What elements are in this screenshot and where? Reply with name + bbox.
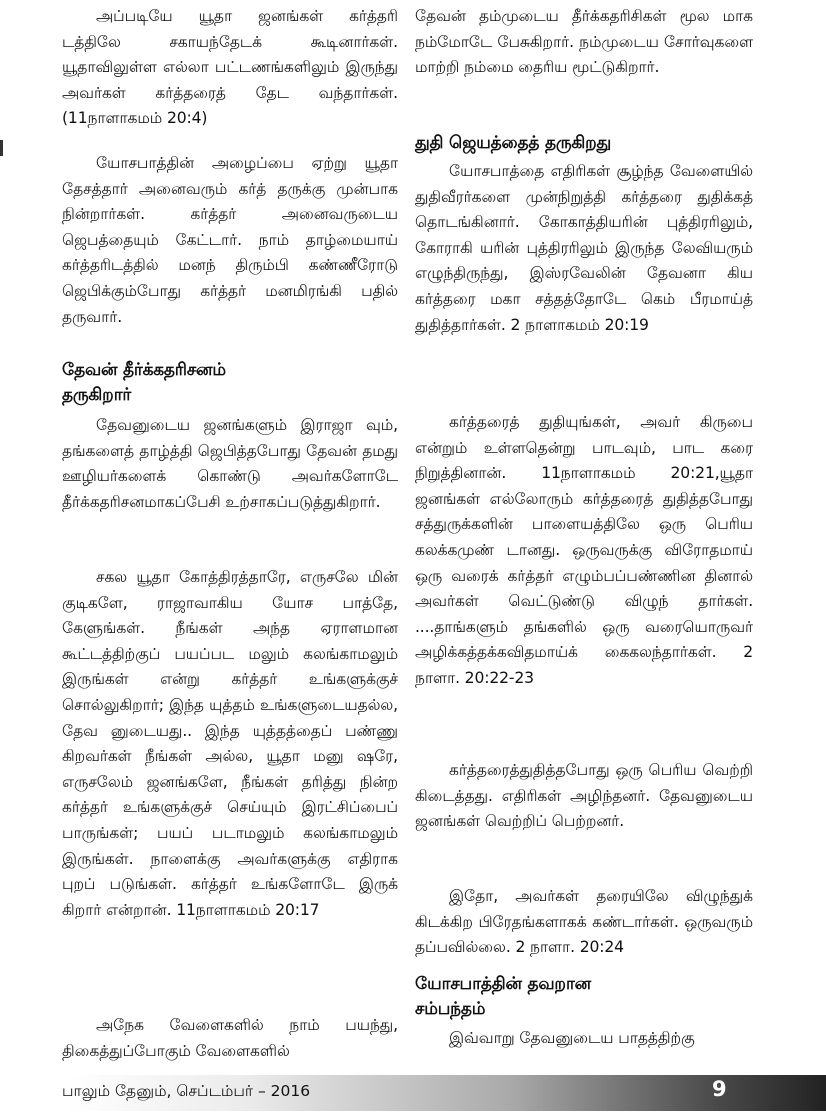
paragraph-text: யோசபாத்தை எதிரிகள் சூழ்ந்த வேளையில் துதிவீரர்களை முன்நிறுத்தி கர்த்தரை துதிக்கத் தொடங்கினார். கோகாத்தியரின் புத்திரரிலும், கோராகி யரின் புத்திரரிலும் இருந்த லேவியரும் எழுந்திருந்து, இஸ்ரவேலின் தேவனா கிய கர்த்தரை மகா சத்தத்தோடே கெம் பீரமாய்த் துதித்தார்கள். 2 நாளாகமம் 20:19 [415, 162, 754, 334]
paragraph [62, 4, 398, 132]
heading-line: யோசபாத்தின் தவறான [415, 974, 591, 994]
paragraph [62, 413, 398, 515]
section-heading [415, 972, 753, 1022]
paragraph-text: சகல யூதா கோத்திரத்தாரே, எருசலே மின் குடிகளே, ராஜாவாகிய யோச பாத்தே, கேளுங்கள். நீங்கள் அந்த ஏராளமான கூட்டத்திற்குப் பயப்பட மலும் கலங்காமலும் இருங்கள் என்று கர்த்தர் உங்களுக்குச் சொல்லுகிறார்; இந்த யுத்தம் உங்களுடையதல்ல, தேவ னுடையது.. இந்த யுத்தத்தைப் பண்ணு கிறவர்கள் நீங்கள் அல்ல, யூதா மனு ஷரே, எருசலேம் ஜனங்களே, நீங்கள் தரித்து நின்ற கர்த்தர் உங்களுக்குச் செய்யும் இரட்சிப்பைப் பாருங்கள்; பயப் படாமலும் கலங்காமலும் இருங்கள். நாளைக்கு அவர்களுக்கு எதிராக புறப் படுங்கள். கர்த்தர் உங்களோடே இருக் கிறார் என்றான். 11நாளாகமம் 20:17 [62, 568, 399, 919]
heading-line: தேவன் தீர்க்கதரிசனம் [62, 360, 226, 380]
paragraph-text: அப்படியே யூதா ஜனங்கள் கர்த்தரி டத்திலே சகாயந்தேடக் கூடினார்கள். யூதாவிலுள்ள எல்லா பட்டணங்களிலும் இருந்து அவர்கள் கர்த்தரைத் தேட வந்தார்கள். (11நாளாகமம் 20:4) [62, 7, 398, 128]
paragraph-text: தேவனுடைய ஜனங்களும் இராஜா வும், தங்களைத் தாழ்த்தி ஜெபித்தபோது தேவன் தமது ஊழியர்களைக் கொண்டு அவர்களோடே தீர்க்கதரிசனமாகப்பேசி உற்சாகப்படுத்துகிறார். [62, 416, 398, 511]
page-number: 9 [712, 1077, 727, 1101]
paragraph-text: இவ்வாறு தேவனுடைய பாதத்திற்கு [449, 1029, 695, 1047]
paragraph-text: கர்த்தரைத்துதித்தபோது ஒரு பெரிய வெற்றி கிடைத்தது. எதிரிகள் அழிந்தனர். தேவனுடைய ஜனங்கள் வெற்றிப் பெற்றனர். [415, 761, 753, 831]
paragraph [62, 565, 398, 923]
paragraph [415, 159, 753, 338]
section-heading [62, 358, 398, 408]
heading-line: தருகிறார் [62, 385, 132, 405]
paragraph-text: தேவன் தம்முடைய தீர்க்கதரிசிகள் மூல மாக நம்மோடே பேசுகிறார். நம்முடைய சோர்வுகளை மாற்றி நம்மை தைரிய மூட்டுகிறார். [415, 7, 753, 77]
magazine-title: பாலும் தேனும், செப்டம்பர் – 2016 [62, 1082, 311, 1100]
paragraph [415, 1026, 753, 1052]
paragraph [62, 151, 398, 330]
heading-line: துதி ஜெயத்தைத் தருகிறது [415, 133, 612, 153]
paragraph [415, 758, 753, 835]
paragraph-text: யோசபாத்தின் அழைப்பை ஏற்று யூதா தேசத்தார் அனைவரும் கர்த் தருக்கு முன்பாக நின்றார்கள். கர்த்தர் அனைவருடைய ஜெபத்தையும் கேட்டார். நாம் தாழ்மையாய் கர்த்தரிடத்தில் மனந் திரும்பி கண்ணீரோடு ஜெபிக்கும்போது கர்த்தர் மனமிரங்கி பதில் தருவார். [62, 154, 399, 326]
paragraph-text: கர்த்தரைத் துதியுங்கள், அவர் கிருபை என்றும் உள்ளதென்று பாடவும், பாட கரை நிறுத்தினான். 11நாளாகமம் 20:21,யூதா ஜனங்கள் எல்லோரும் கர்த்தரைத் துதித்தபோது சத்துருக்களின் பாளையத்திலே ஒரு பெரிய கலக்கமுண் டானது. ஒருவருக்கு விரோதமாய் ஒரு வரைக் கர்த்தர் எழும்பப்பண்ணின தினால் அவர்கள் வெட்டுண்டு விழுந் தார்கள். ....தாங்களும் தங்களில் ஒரு வரையொருவர் அழிக்கத்தக்கவிதமாய்க் கைகலந்தார்கள். 2 நாளா. 20:22-23 [415, 413, 754, 687]
paragraph [415, 884, 753, 961]
section-heading [415, 131, 753, 156]
margin-mark [0, 140, 3, 156]
paragraph [415, 410, 753, 692]
heading-line: சம்பந்தம் [415, 999, 486, 1019]
paragraph-text: அநேக வேளைகளில் நாம் பயந்து, திகைத்துப்போகும் வேளைகளில் [62, 1016, 398, 1060]
paragraph [415, 4, 753, 81]
page-footer [0, 1075, 826, 1111]
paragraph-text: இதோ, அவர்கள் தரையிலே விழுந்துக் கிடக்கிற பிரேதங்களாகக் கண்டார்கள். ஒருவரும் தப்பவில்லை. 2 நாளா. 20:24 [415, 887, 753, 957]
paragraph [62, 1013, 398, 1064]
